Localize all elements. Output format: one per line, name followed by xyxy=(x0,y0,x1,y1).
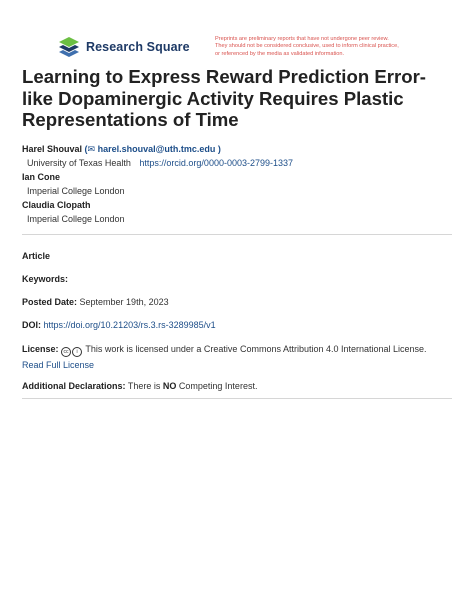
declarations-pre: There is xyxy=(127,381,161,391)
divider xyxy=(22,234,452,235)
additional-declarations-row xyxy=(22,380,452,392)
author-name: Ian Cone xyxy=(22,172,61,182)
author-entry xyxy=(22,142,293,156)
author-email-close: ) xyxy=(217,144,221,154)
divider xyxy=(22,398,452,399)
declarations-strong: NO xyxy=(162,381,177,391)
logo-text: Research Square xyxy=(86,40,190,54)
author-orcid-link[interactable]: https://orcid.org/0000-0003-2799-1337 xyxy=(139,158,294,168)
preprint-disclaimer xyxy=(215,36,445,58)
attribution-icon: i xyxy=(72,347,82,357)
declarations-label: Additional Declarations: xyxy=(22,381,126,391)
posted-date-value: September 19th, 2023 xyxy=(79,297,169,307)
read-full-license-link[interactable]: Read Full License xyxy=(22,360,95,370)
research-square-logo-icon xyxy=(58,37,80,57)
article-type xyxy=(22,250,452,262)
article-type-label: Article xyxy=(22,251,51,261)
keywords-row xyxy=(22,273,452,285)
posted-date-row xyxy=(22,296,452,308)
doi-label: DOI: xyxy=(22,320,41,330)
author-email-link[interactable]: harel.shouval@uth.tmc.edu xyxy=(97,144,216,154)
disclaimer-line: They should not be considered conclusive, used to inform clinical practice, xyxy=(215,43,399,50)
license-line xyxy=(22,343,452,357)
research-square-logo[interactable] xyxy=(58,37,190,57)
disclaimer-line: or referenced by the media as validated information. xyxy=(215,50,345,57)
keywords-label: Keywords: xyxy=(22,274,69,284)
author-affiliation: Imperial College London xyxy=(27,214,125,224)
license-label: License: xyxy=(22,344,59,354)
declarations-post: Competing Interest. xyxy=(178,381,258,391)
author-affiliation: Imperial College London xyxy=(27,186,125,196)
author-name: Harel Shouval xyxy=(22,144,83,154)
author-affiliation: University of Texas Health xyxy=(27,158,131,168)
author-affiliation-row xyxy=(22,156,293,170)
creative-commons-icon: cc xyxy=(61,347,71,357)
posted-date-label: Posted Date: xyxy=(22,297,78,307)
author-email-open: ( xyxy=(84,144,88,154)
disclaimer-line: Preprints are preliminary reports that have not undergone peer review. xyxy=(215,36,389,42)
license-row xyxy=(22,343,452,371)
doi-link[interactable]: https://doi.org/10.21203/rs.3.rs-3289985/v1 xyxy=(43,320,216,330)
paper-title: Learning to Express Reward Prediction Error-like Dopaminergic Activity Requires Plastic Representations of Time xyxy=(22,66,426,130)
author-list xyxy=(22,142,293,226)
license-text: This work is licensed under a Creative Commons Attribution 4.0 International License. xyxy=(85,344,427,354)
author-name: Claudia Clopath xyxy=(22,200,91,210)
envelope-icon: ✉ xyxy=(87,144,96,154)
doi-row xyxy=(22,319,452,331)
